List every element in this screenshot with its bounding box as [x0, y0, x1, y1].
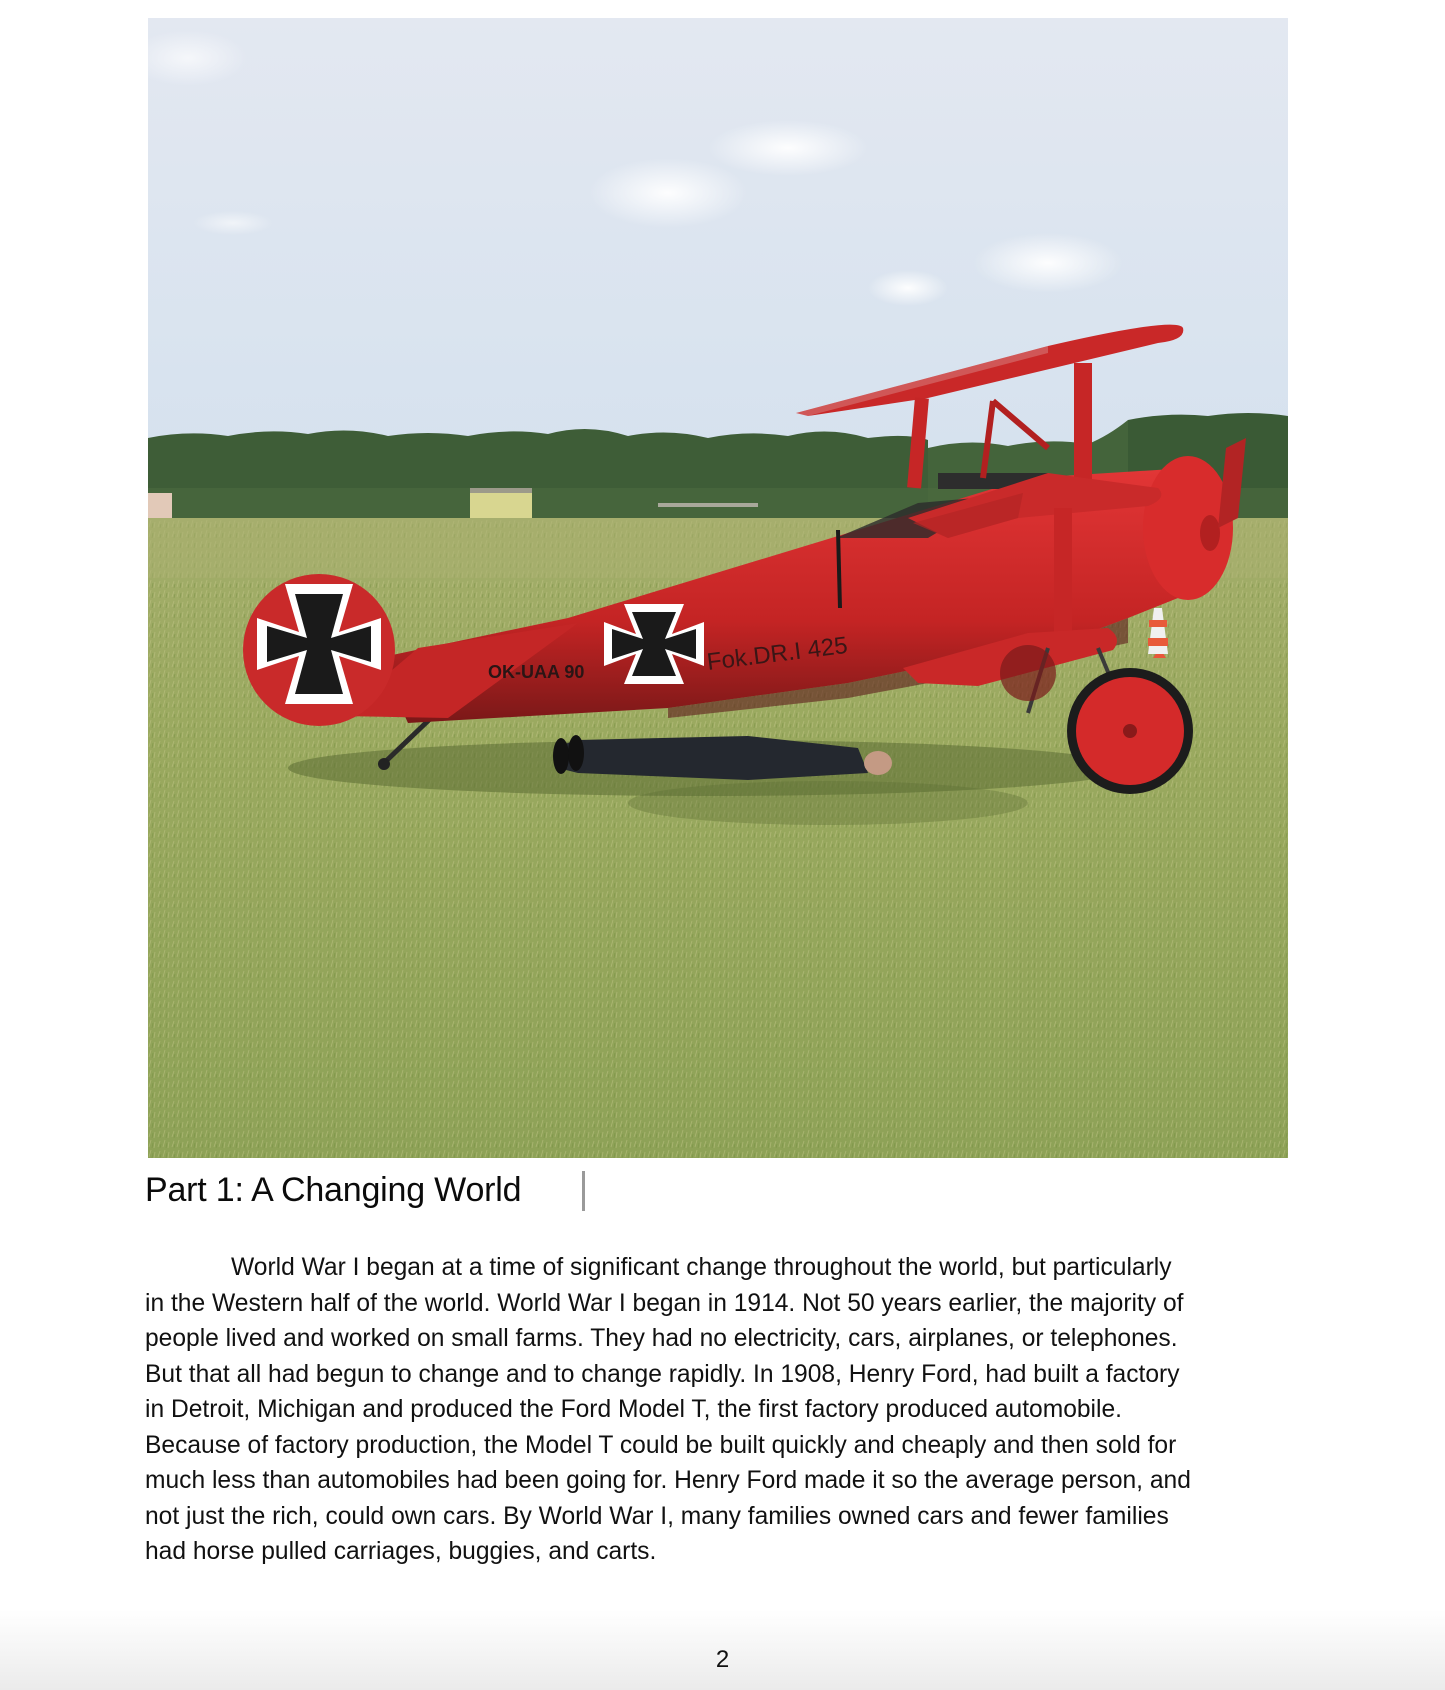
- building-left: [148, 493, 172, 518]
- type-marking: Fok.DR.I 425: [705, 631, 850, 676]
- paragraph-line: But that all had begun to change and to change rapidly. In 1908, Henry Ford, had built a factory: [145, 1360, 1180, 1388]
- paragraph-line: World War I began at a time of significant change throughout the world, but particularly: [231, 1254, 1172, 1281]
- paragraph-line: much less than automobiles had been going for. Henry Ford made it so the average person, and: [145, 1467, 1191, 1494]
- page-number: 2: [715, 1646, 730, 1673]
- triplane-photo-illustration: [148, 18, 1288, 1158]
- building-yellow: [470, 491, 532, 518]
- paragraph-line: not just the rich, could own cars. By World War I, many families owned cars and fewer families: [145, 1502, 1169, 1530]
- paragraph-line: Because of factory production, the Model T could be built quickly and cheaply and then sold for: [145, 1431, 1177, 1459]
- registration-marking: OK-UAA 90: [488, 662, 585, 682]
- triplane-photo: [148, 18, 1288, 1158]
- section-heading: Part 1: A Changing World: [145, 1171, 522, 1209]
- paragraph-line: in the Western half of the world. World War I began in 1914. Not 50 years earlier, the majority of: [145, 1289, 1184, 1317]
- paragraph-line: had horse pulled carriages, buggies, and carts.: [145, 1538, 657, 1565]
- paragraph-line: people lived and worked on small farms. They had no electricity, cars, airplanes, or telephones.: [145, 1325, 1178, 1352]
- body-paragraph: [145, 1250, 1295, 1570]
- text-cursor: [582, 1171, 585, 1211]
- paragraph-line: in Detroit, Michigan and produced the Ford Model T, the first factory produced automobile.: [145, 1396, 1122, 1423]
